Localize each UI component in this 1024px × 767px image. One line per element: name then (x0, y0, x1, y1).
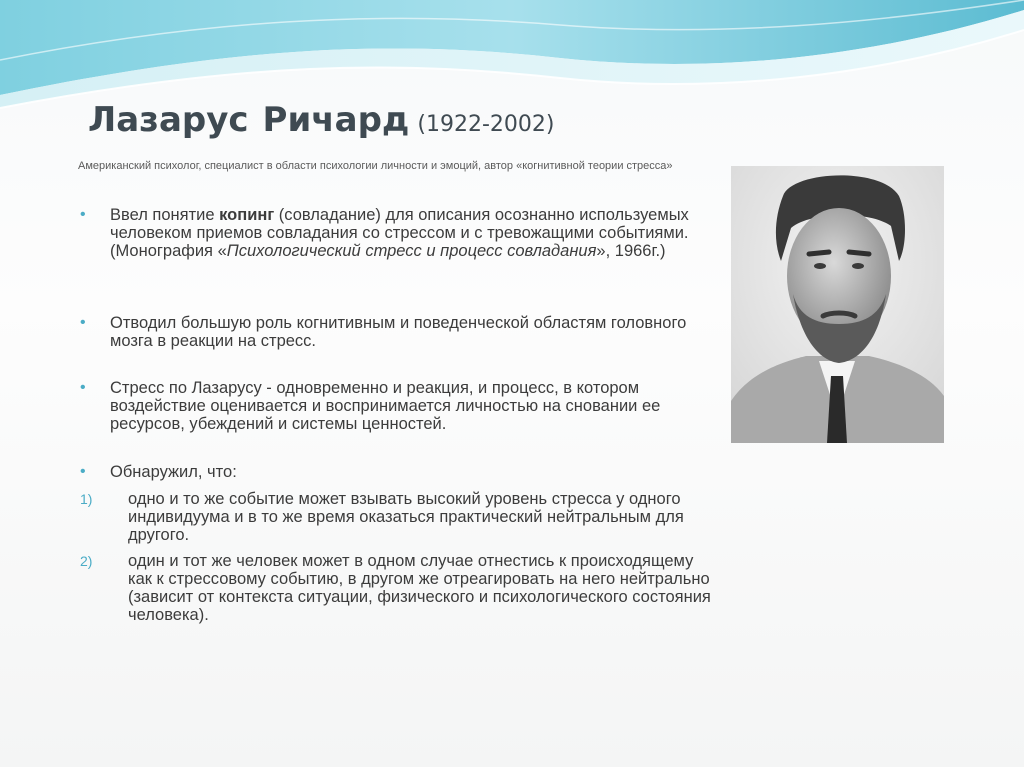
bullet-text: Обнаружил, что: (110, 463, 237, 481)
subtitle: Американский психолог, специалист в области психологии личности и эмоций, автор «когнитивной теории стресса» (78, 160, 673, 172)
bullet-item (80, 379, 720, 433)
numbered-item (80, 490, 720, 544)
bullet-text-part: », 1966г.) (596, 242, 666, 260)
title-last-name: Ричард (262, 100, 410, 140)
numbered-text: один и тот же человек может в одном случае отнестись к происходящему как к стрессовому событию, в другом же отреагировать на него нейтрально (зависит от контекста ситуации, физического и психологического состояния человека). (128, 552, 711, 624)
number-marker: 1) (80, 491, 93, 507)
portrait-photo (731, 166, 944, 443)
bullet-text: Стресс по Лазарусу - одновременно и реакция, и процесс, в котором воздействие оценивается и воспринимается личностью на сновании ее ресурсов, убеждений и системы ценностей. (110, 379, 661, 433)
numbered-item (80, 552, 720, 624)
bullet-item (80, 314, 720, 350)
bullet-text: Отводил большую роль когнитивным и поведенческой областям головного мозга в реакции на стресс. (110, 314, 687, 350)
bullet-item (80, 463, 720, 481)
slide-title (88, 100, 554, 140)
bullet-marker: • (80, 463, 86, 480)
monograph-title: Психологический стресс и процесс совладания (226, 242, 597, 260)
bullet-marker: • (80, 314, 86, 331)
title-first-name: Лазарус (88, 100, 249, 140)
numbered-text: одно и то же событие может взывать высокий уровень стресса у одного индивидуума и в то же время оказаться практический нейтральным для другого. (128, 490, 684, 544)
bullet-item (80, 206, 720, 260)
bullet-text (110, 206, 720, 260)
bullet-text-part: (совладание) для описания осознанно используемых человеком приемов совладания со стрессом и с тревожащими событиями. (Монография « (110, 206, 689, 260)
coping-term: копинг (219, 206, 275, 224)
bullet-marker: • (80, 379, 86, 396)
title-years: (1922-2002) (417, 112, 555, 137)
bullet-marker: • (80, 206, 86, 223)
bullet-text-part: Ввел понятие (110, 206, 220, 224)
number-marker: 2) (80, 553, 93, 569)
